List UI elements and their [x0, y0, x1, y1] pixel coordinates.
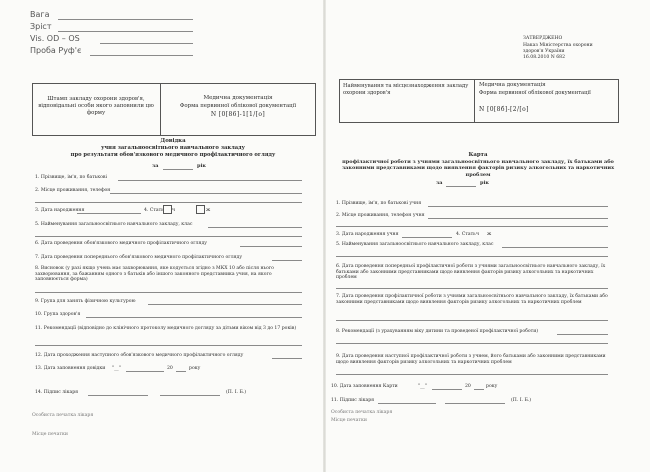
left-item-8: 8. Висновок (у разі якщо учень має захворювання, яке кодується згідно з МКХ 10 або після нього захворювання, за бажанням одного з батьків або іншого законного представника учня, на якого заповнюється форма) — [35, 266, 274, 283]
left-sex-female-box — [196, 205, 205, 214]
left-stamp: Штамп закладу охорони здоров'я, відповідальні особи якого заповнили цю форму — [38, 96, 154, 116]
right-item-10: 10. Дата заповнення Карти — [331, 384, 398, 389]
left-sex-male: ч — [172, 208, 176, 213]
left-year-word: року — [189, 366, 201, 371]
right-year-suffix: рік — [480, 180, 490, 186]
right-year-prefix: за — [436, 180, 443, 186]
right-year-20: 20 — [465, 384, 471, 389]
right-approved: ЗАТВЕРДЖЕНО — [523, 36, 563, 41]
left-item-3: 3. Дата народження — [35, 208, 85, 213]
right-order-1: Наказ Міністерства охорони — [523, 43, 593, 48]
right-personal-seal: Особиста печатка лікаря — [331, 410, 393, 415]
right-form-name: Форма первинної облікової документації — [479, 90, 591, 96]
left-sex-female: ж — [206, 208, 211, 213]
left-item-7: 7. Дата проведення попереднього обов'язкового медичного профілактичного огляду — [35, 255, 243, 260]
right-item-5: 5. Найменування загальноосвітнього навчального закладу, клас — [336, 242, 494, 247]
page-spine — [323, 0, 326, 472]
right-signature-name: (П. І. Б.) — [511, 398, 532, 403]
left-item-9: 9. Група для занять фізичною культурою — [35, 299, 136, 304]
right-item-1: 1. Прізвище, ім'я, по батькові учня — [336, 201, 422, 206]
right-item-3: 3. Дата народження учня — [336, 232, 399, 237]
right-item-8: 8. Рекомендації (з урахуванням віку дитини та проведеної профілактичної роботи) — [336, 329, 539, 334]
right-order-2: здоров'я України — [523, 49, 565, 54]
left-personal-seal: Особиста печатка лікаря — [32, 413, 94, 418]
left-item-11: 11. Рекомендації (відповідно до клінічного протоколу медичного догляду за дітьми віком від 3 до 17 років) — [35, 326, 297, 331]
left-year-prefix: за — [152, 163, 159, 169]
left-item-4: 4. Стать — [144, 208, 164, 213]
right-sex-male: ч — [476, 232, 480, 237]
right-form-number: N [0[8б]-[2/[о] — [479, 106, 529, 113]
left-title-1: Довідка — [160, 138, 186, 144]
right-item-7: 7. Дата проведення профілактичної роботи з учнями загальноосвітнього навчального закладу, їх батьками або законними представниками щодо виявлення факторів ризику алкогольних та наркотичних проблем — [336, 294, 608, 305]
right-item-4: 4. Стать — [456, 232, 476, 237]
right-title-2: профілактичної роботи з учнями загальноосвітнього навчального закладу, їх батьками або законними представниками щодо виявлення факторів ризику алкогольних та наркотичних проблем — [341, 159, 615, 178]
left-item-1: 1. Прізвище, ім'я, по батькові — [35, 175, 107, 180]
left-form-name: Форма первинної облікової документації — [179, 103, 297, 109]
right-facility: Найменування та місцезнаходження закладу охорони здоров'я — [343, 83, 469, 96]
right-sex-female: ж — [487, 232, 492, 237]
right-item-2: 2. Місце проживання, телефон учня — [336, 213, 425, 218]
right-title-1: Карта — [468, 152, 488, 158]
weight-label: Вага — [30, 10, 50, 19]
left-form-number: N [0[86]-1[1/[о] — [210, 111, 266, 118]
left-item-13: 13. Дата заповнення довідки — [35, 366, 106, 371]
right-stamp-place: Місце печатки — [331, 418, 367, 423]
left-year-suffix: рік — [197, 163, 207, 169]
left-item-12: 12. Дата проходження наступного обов'язкового медичного профілактичного огляду — [35, 353, 244, 358]
right-item-6: 6. Дата проведення попередньої профілактичної роботи з учнями загальноосвітнього навчального закладу, їх батьками або законними представниками щодо виявлення факторів ризику алкогольних та наркотичних проблем — [336, 264, 606, 281]
left-item-14: 14. Підпис лікаря — [35, 390, 79, 395]
vis-label: Vis. OD – OS — [30, 34, 80, 43]
left-title-2: учня загальноосвітнього навчального закладу — [101, 145, 245, 151]
right-med-doc: Медична документація — [479, 82, 546, 88]
right-item-11: 11. Підпис лікаря — [331, 398, 375, 403]
rufie-label: Проба Руф'є — [30, 46, 82, 55]
left-item-10: 10. Група здоров'я — [35, 312, 81, 317]
right-order-3: 16.08.2010 N 682 — [523, 55, 566, 60]
left-year-20: 20 — [167, 366, 173, 371]
left-stamp-place: Місце печатки — [32, 432, 68, 437]
left-item-5: 5. Найменування загальноосвітнього навчального закладу, клас — [35, 222, 193, 227]
right-year-word: року — [486, 384, 498, 389]
left-signature-name: (П. І. Б.) — [226, 390, 247, 395]
left-sex-male-box — [163, 205, 172, 214]
right-item-9: 9. Дата проведення наступної профілактичної роботи з учнем, його батьками або законними представниками щодо виявлення факторів ризику алкогольних та наркотичних проблем — [336, 354, 606, 365]
left-med-doc: Медична документація — [203, 95, 273, 101]
height-label: Зріст — [30, 22, 52, 31]
left-title-3: про результати обов'язкового медичного профілактичного огляду — [70, 152, 276, 158]
left-item-2: 2. Місце проживання, телефон — [35, 188, 111, 193]
left-item-6: 6. Дата проведення обов'язкового медичного профілактичного огляду — [35, 241, 207, 246]
